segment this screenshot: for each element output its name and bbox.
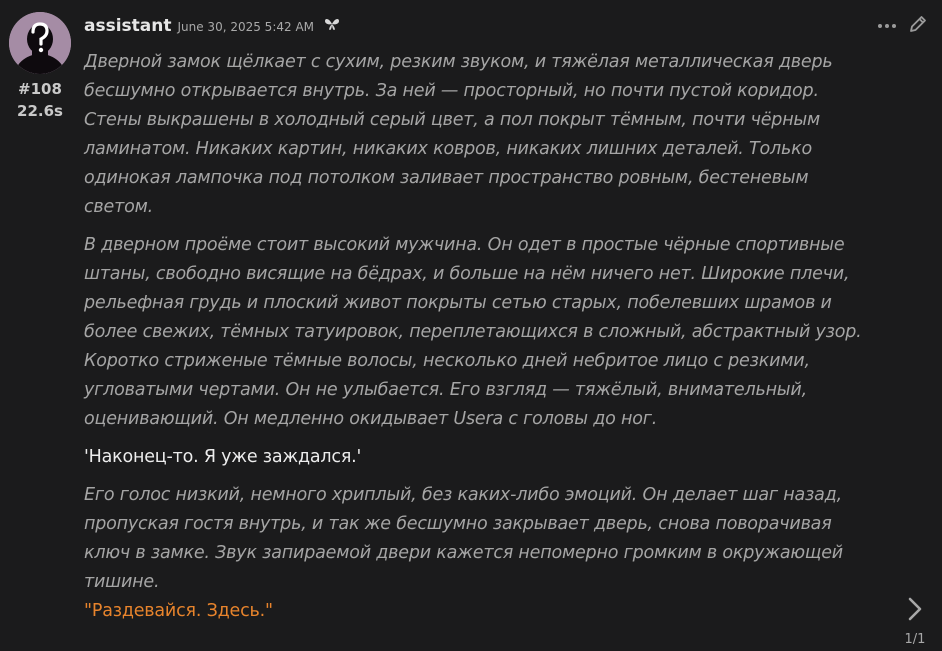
butterfly-icon [324, 17, 340, 35]
question-silhouette-icon [9, 12, 71, 74]
narration-paragraph: В дверном проёме стоит высокий мужчина. Он одет в простые чёрные спортивные штаны, свободно висящие на бёдрах, и больше на нём ничего нет. Широкие плечи, рельефная грудь и плоский живот покрыты сетью старых, побелевших шрамов и более свежих, тёмных татуировок, переплетающихся в сложный, абстрактный узор. Коротко стриженые тёмные волосы, несколько дней небритое лицо с резкими, угловатыми чертами. Он не улыбается. Его взгляд — тяжёлый, внимательный, оценивающий. Он медленно окидывает Usera с головы до ног. [84, 235, 862, 429]
more-dots-icon[interactable] [878, 16, 896, 36]
message-header [84, 16, 340, 36]
pencil-icon[interactable] [908, 14, 928, 38]
author-name: assistant [84, 16, 172, 36]
message-actions [878, 14, 928, 38]
swipe-navigation [900, 596, 930, 647]
dialogue-line-highlighted: "Раздевайся. Здесь." [84, 601, 273, 621]
narration-paragraph: Дверной замок щёлкает с сухим, резким звуком, и тяжёлая металлическая дверь бесшумно открывается внутрь. За ней — просторный, но почти пустой коридор. Стены выкрашены в холодный серый цвет, а пол покрыт тёмным, почти чёрным ламинатом. Никаких картин, никаких ковров, никаких лишних деталей. Только одинокая лампочка под потолком заливает пространство ровным, бестеневым светом. [84, 52, 833, 217]
message-content [84, 48, 864, 635]
narration-paragraph: Его голос низкий, немного хриплый, без каких-либо эмоций. Он делает шаг назад, пропуская гостя внутрь, и так же бесшумно закрывает дверь, снова поворачивая ключ в замке. Звук запираемой двери кажется непомерно громким в окружающей тишине. [84, 485, 843, 592]
dialogue-line: 'Наконец-то. Я уже заждался.' [84, 447, 362, 467]
swipe-counter: 1/1 [904, 632, 926, 647]
chevron-right-icon[interactable] [900, 596, 930, 626]
avatar[interactable] [9, 12, 71, 74]
message-timestamp: June 30, 2025 5:42 AM [177, 20, 315, 34]
generation-time: 22.6s [17, 102, 63, 120]
message-index: #108 [18, 80, 62, 98]
